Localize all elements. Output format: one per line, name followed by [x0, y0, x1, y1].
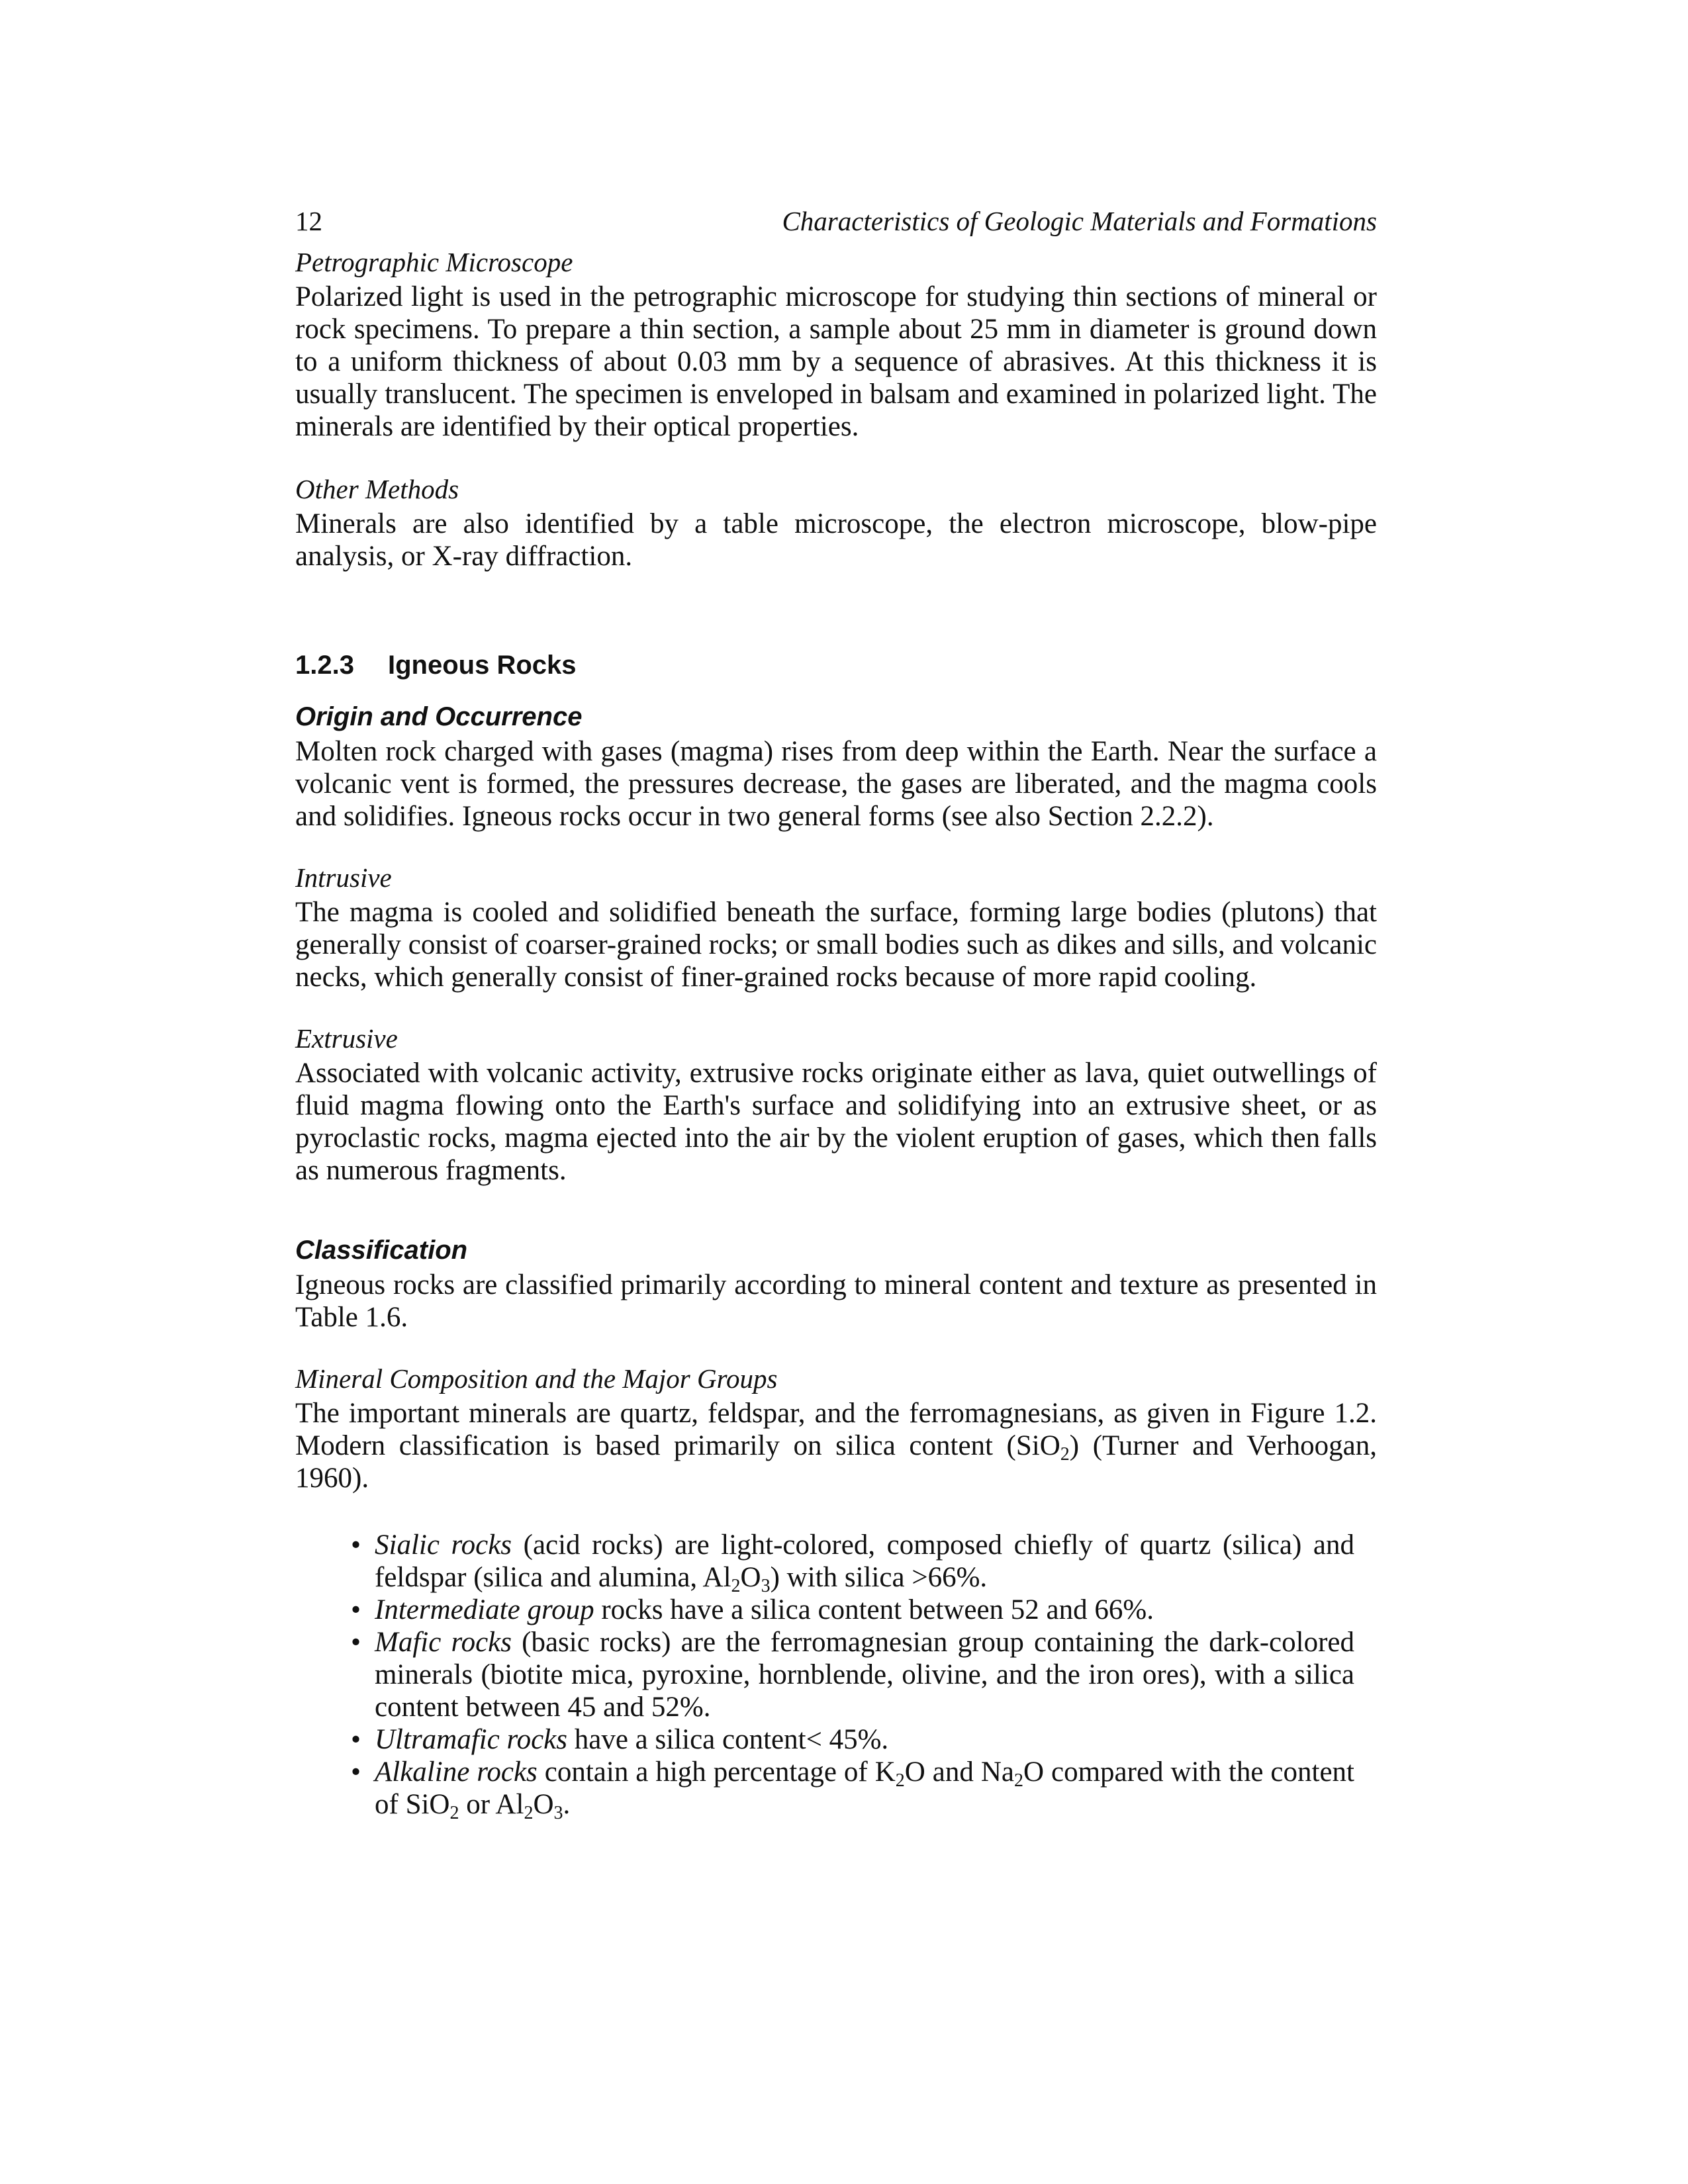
- intrusive-heading: Intrusive: [295, 862, 392, 893]
- term-mafic: Mafic rocks: [375, 1627, 512, 1658]
- alkaline-text-2: O and Na: [904, 1756, 1014, 1788]
- alkaline-text-4: or Al: [459, 1789, 524, 1820]
- petrographic-microscope-paragraph: Polarized light is used in the petrographic microscope for studying thin sections of mineral or rock specimens. To prepare a thin section, a sample about 25 mm in diameter is ground down to a uniform thickness of about 0.03 mm by a sequence of abrasives. At this thickness it is usually translucent. The specimen is enveloped in balsam and examined in polarized light. The minerals are identified by their optical properties.: [295, 281, 1377, 442]
- other-methods-paragraph: Minerals are also identified by a table microscope, the electron microscope, blow-pipe analysis, or X-ray diffraction.: [295, 508, 1377, 572]
- sialic-text-2: O: [740, 1562, 761, 1593]
- origin-occurrence-heading: Origin and Occurrence: [295, 702, 583, 731]
- book-page: [295, 192, 1377, 1821]
- running-title: Characteristics of Geologic Materials and Formations: [782, 206, 1377, 236]
- term-ultramafic: Ultramafic rocks: [375, 1724, 568, 1755]
- mineral-composition-heading: Mineral Composition and the Major Groups: [295, 1363, 778, 1394]
- section-title: Igneous Rocks: [388, 651, 577, 680]
- term-sialic: Sialic rocks: [375, 1529, 512, 1561]
- petrographic-microscope-heading: Petrographic Microscope: [295, 247, 573, 277]
- intermediate-text: rocks have a silica content between 52 and 66%.: [594, 1594, 1154, 1625]
- section-number: 1.2.3: [295, 651, 354, 680]
- mineral-composition-paragraph: [295, 1397, 1377, 1494]
- bullet-icon: •: [351, 1529, 361, 1561]
- classification-heading: Classification: [295, 1236, 468, 1265]
- bullet-icon: •: [351, 1756, 361, 1788]
- mafic-text: (basic rocks) are the ferromagnesian group containing the dark-colored minerals (biotite mica, pyroxine, hornblende, olivine, and the iron ores), with a silica content between 45 and 52%.: [375, 1627, 1354, 1723]
- list-item-mafic: [351, 1626, 1354, 1723]
- mineral-composition-text-1: The important minerals are quartz, feldspar, and the ferromagnesians, as given in Figure 1.2. Modern classification is based primarily on silica content (SiO: [295, 1398, 1377, 1461]
- intrusive-paragraph: The magma is cooled and solidified beneath the surface, forming large bodies (plutons) that generally consist of coarser-grained rocks; or small bodies such as dikes and sills, and volcanic necks, which generally consist of finer-grained rocks because of more rapid cooling.: [295, 897, 1377, 993]
- extrusive-heading: Extrusive: [295, 1023, 398, 1054]
- alkaline-text-3: O compared with the content of SiO: [375, 1756, 1354, 1820]
- subscript: 2: [524, 1803, 534, 1823]
- subscript: 3: [761, 1576, 771, 1596]
- alkaline-text-6: .: [563, 1789, 571, 1820]
- subscript: 2: [1014, 1770, 1023, 1791]
- bullet-icon: •: [351, 1627, 361, 1658]
- list-item-ultramafic: [351, 1723, 1354, 1756]
- classification-paragraph: Igneous rocks are classified primarily according to mineral content and texture as presented in Table 1.6.: [295, 1269, 1377, 1333]
- rock-group-list: [295, 1529, 1354, 1821]
- page-number: 12: [295, 206, 322, 236]
- other-methods-heading: Other Methods: [295, 474, 459, 504]
- subscript: 3: [553, 1803, 563, 1823]
- bullet-icon: •: [351, 1594, 361, 1625]
- list-item-intermediate: [351, 1594, 1354, 1626]
- subscript: 2: [1060, 1444, 1070, 1465]
- running-header: [295, 192, 1377, 236]
- term-alkaline: Alkaline rocks: [375, 1756, 538, 1788]
- alkaline-text-5: O: [533, 1789, 554, 1820]
- list-item-sialic: [351, 1529, 1354, 1596]
- sialic-text-1: (acid rocks) are light-colored, composed chiefly of quartz (silica) and feldspar (silica and alumina, Al: [375, 1529, 1354, 1593]
- ultramafic-text: have a silica content< 45%.: [567, 1724, 889, 1755]
- sialic-text-3: ) with silica >66%.: [770, 1562, 988, 1593]
- mineral-composition-text-2: ) (Turner and Verhoogan, 1960).: [295, 1430, 1377, 1494]
- bullet-icon: •: [351, 1724, 361, 1755]
- list-item-alkaline: [351, 1756, 1354, 1823]
- extrusive-paragraph: Associated with volcanic activity, extrusive rocks originate either as lava, quiet outwellings of fluid magma flowing onto the Earth's surface and solidifying into an extrusive sheet, or as pyroclastic rocks, magma ejected into the air by the violent eruption of gases, which then falls as numerous fragments.: [295, 1058, 1377, 1186]
- subscript: 2: [895, 1770, 905, 1791]
- subscript: 2: [449, 1803, 459, 1823]
- subscript: 2: [731, 1576, 741, 1596]
- section-heading: [295, 645, 1377, 685]
- term-intermediate: Intermediate group: [375, 1594, 594, 1625]
- alkaline-text-1: contain a high percentage of K: [537, 1756, 896, 1788]
- origin-occurrence-paragraph: Molten rock charged with gases (magma) rises from deep within the Earth. Near the surface a volcanic vent is formed, the pressures decrease, the gases are liberated, and the magma cools and solidifies. Igneous rocks occur in two general forms (see also Section 2.2.2).: [295, 736, 1377, 832]
